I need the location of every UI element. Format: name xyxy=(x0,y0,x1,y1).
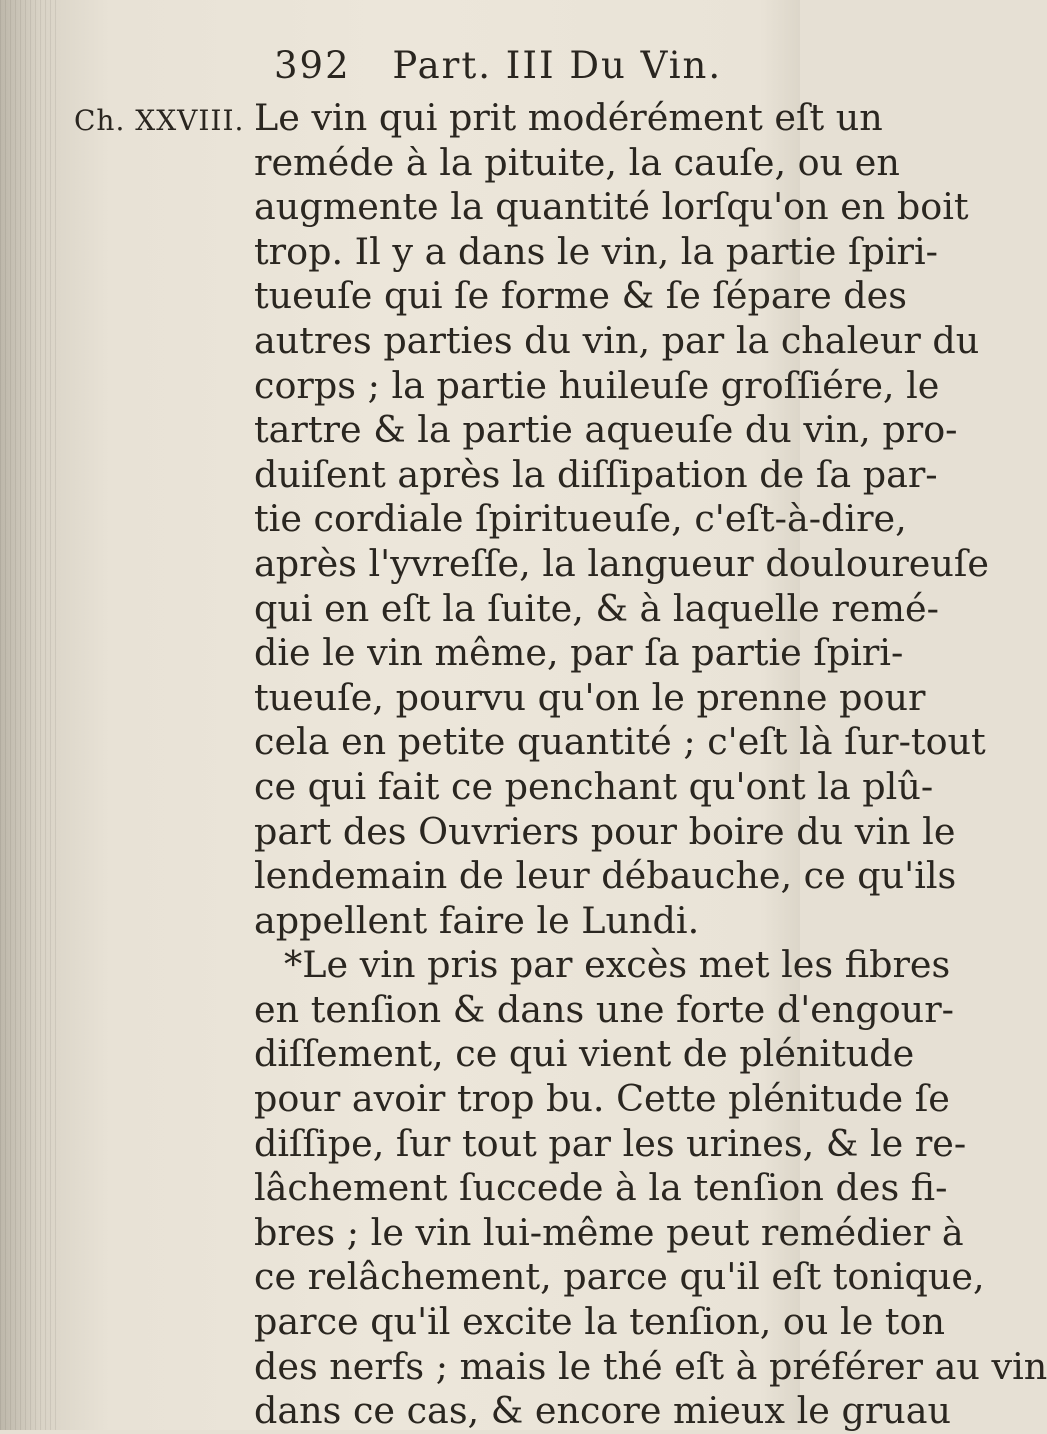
body-text xyxy=(254,96,1047,1434)
text-line: duiſent après la diſſipation de ſa par- xyxy=(254,452,938,496)
text-line: cela en petite quantité ; c'eſt là ſur-tout xyxy=(254,720,986,764)
page-number: 392 xyxy=(274,44,351,87)
text-line: des nerfs ; mais le thé eſt à préférer au vin xyxy=(254,1344,1047,1388)
text-line: parce qu'il excite la tenſion, ou le ton xyxy=(254,1300,946,1344)
text-line: augmente la quantité lorſqu'on en boit xyxy=(254,185,969,229)
text-line: lâchement ſuccede à la tenſion des fi- xyxy=(254,1166,948,1210)
text-line: diſſipe, ſur tout par les urines, & le re- xyxy=(254,1121,967,1165)
text-line: die le vin même, par ſa partie ſpiri- xyxy=(254,631,904,675)
text-line: tie cordiale ſpiritueuſe, c'eſt-à-dire, xyxy=(254,497,907,541)
text-line: diſſement, ce qui vient de plénitude xyxy=(254,1032,915,1076)
text-line: dans ce cas, & encore mieux le gruau xyxy=(254,1389,952,1433)
text-line: part des Ouvriers pour boire du vin le xyxy=(254,809,956,853)
text-line: appellent faire le Lundi. xyxy=(254,898,700,942)
page-gutter-shadow xyxy=(0,0,56,1430)
chapter-margin-note: Ch. XXVIII. xyxy=(74,104,245,137)
text-line: *Le vin pris par excès met les fibres xyxy=(284,943,951,987)
text-line: après l'yvreſſe, la langueur douloureuſe xyxy=(254,541,990,585)
text-line: tueuſe, pourvu qu'on le prenne pour xyxy=(254,675,926,719)
text-line: corps ; la partie huileuſe groſſiére, le xyxy=(254,363,940,407)
running-header xyxy=(274,44,722,87)
text-line: autres parties du vin, par la chaleur du xyxy=(254,318,980,362)
text-line: tartre & la partie aqueuſe du vin, pro- xyxy=(254,408,958,452)
text-line: pour avoir trop bu. Cette plénitude ſe xyxy=(254,1077,950,1121)
text-line: tueuſe qui ſe forme & ſe ſépare des xyxy=(254,274,907,318)
text-line: qui en eſt la ſuite, & à laquelle remé- xyxy=(254,586,939,630)
running-title: Part. III Du Vin. xyxy=(392,44,723,87)
text-line: reméde à la pituite, la cauſe, ou en xyxy=(254,140,900,184)
text-line: bres ; le vin lui-même peut remédier à xyxy=(254,1210,964,1254)
text-line: Le vin qui prit modérément eſt un xyxy=(254,96,883,139)
text-line: en tenſion & dans une forte d'engour- xyxy=(254,987,954,1031)
text-line: ce qui fait ce penchant qu'ont la plû- xyxy=(254,764,934,808)
text-line: lendemain de leur débauche, ce qu'ils xyxy=(254,854,957,898)
text-line: ce relâchement, parce qu'il eſt tonique, xyxy=(254,1255,985,1299)
text-line: trop. Il y a dans le vin, la partie ſpiri- xyxy=(254,229,938,273)
